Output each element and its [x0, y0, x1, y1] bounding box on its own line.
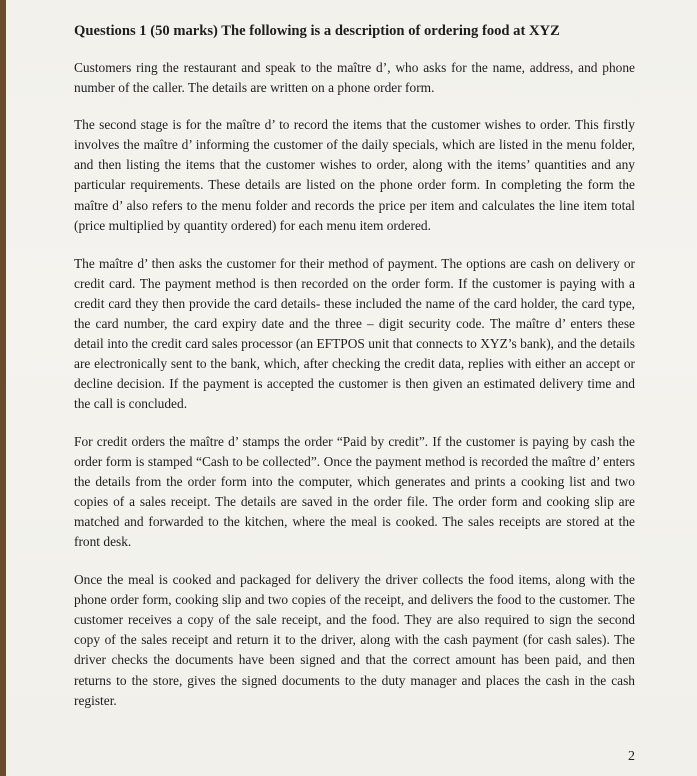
paragraph-5: Once the meal is cooked and packaged for delivery the driver collects the food items, along with the phone order form, cooking slip and two copies of the receipt, and delivers the food to the customer. The customer receives a copy of the sale receipt, and the food. They are also required to sign the second copy of the sales receipt and return it to the driver, along with the cash payment (for cash sales). The driver checks the documents have been signed and that the correct amount has been paid, and then returns to the store, gives the signed documents to the duty manager and places the cash in the cash register.: [74, 572, 635, 708]
paragraph-1: Customers ring the restaurant and speak to the maître d’, who asks for the name, address, and phone number of the caller. The details are written on a phone order form.: [74, 60, 635, 96]
document-page: [6, 0, 697, 776]
paragraph-2: The second stage is for the maître d’ to record the items that the customer wishes to order. This firstly involves the maître d’ informing the customer of the daily specials, which are listed in the menu folder, and then listing the items that the customer wishes to order, along with the items’ quantities and any particular requirements. These details are listed on the phone order form. In completing the form the maître d’ also refers to the menu folder and records the price per item and calculates the line item total (price multiplied by quantity ordered) for each menu item ordered.: [74, 117, 635, 233]
paragraph-4: For credit orders the maître d’ stamps the order “Paid by credit”. If the customer is paying by cash the order form is stamped “Cash to be collected”. Once the payment method is recorded the maître d’ enters the details from the order form into the computer, which generates and prints a cooking list and two copies of a sales receipt. The details are saved in the order file. The order form and cooking slip are matched and forwarded to the kitchen, where the meal is cooked. The sales receipts are stored at the front desk.: [74, 433, 635, 549]
page-number: 2: [628, 749, 635, 764]
question-title: Questions 1 (50 marks) The following is a description of ordering food at XYZ: [74, 23, 560, 39]
paragraph-3: The maître d’ then asks the customer for their method of payment. The options are cash on delivery or credit card. The payment method is then recorded on the order form. If the customer is paying with a credit card they then provide the card details- these included the name of the card holder, the card type, the card number, the card expiry date and the three – digit security code. The maître d’ enters these detail into the credit card sales processor (an EFTPOS unit that connects to XYZ’s bank), and the details are electronically sent to the bank, which, after checking the credit data, replies with either an accept or decline decision. If the payment is accepted the customer is then given an estimated delivery time and the call is concluded.: [74, 255, 635, 412]
